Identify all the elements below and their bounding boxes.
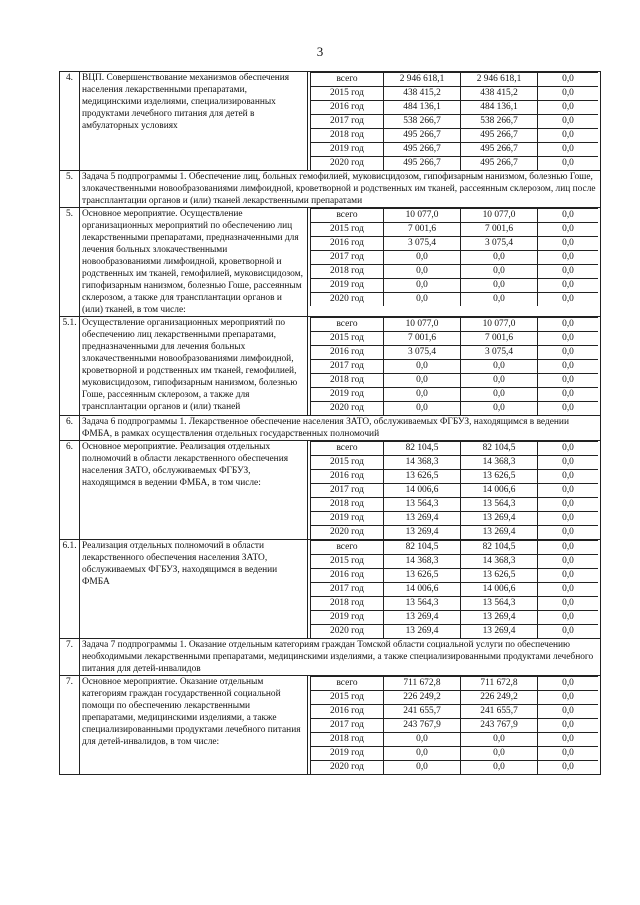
row-number: 4. — [60, 72, 80, 171]
year-row — [311, 677, 599, 691]
other-value: 0,0 — [538, 279, 599, 293]
total-value: 0,0 — [384, 733, 461, 747]
other-value: 0,0 — [538, 583, 599, 597]
year-row — [311, 374, 599, 388]
total-value: 538 266,7 — [384, 115, 461, 129]
year-label: 2016 год — [311, 237, 384, 251]
year-row — [311, 115, 599, 129]
budget-value: 495 266,7 — [461, 129, 538, 143]
other-value: 0,0 — [538, 374, 599, 388]
budget-value: 14 006,6 — [461, 484, 538, 498]
measure-row — [60, 540, 601, 639]
year-values-cell — [308, 441, 601, 540]
year-label: 2017 год — [311, 115, 384, 129]
row-number: 7. — [60, 676, 80, 775]
total-value: 13 626,5 — [384, 470, 461, 484]
total-value: 0,0 — [384, 265, 461, 279]
total-value: 243 767,9 — [384, 719, 461, 733]
budget-value: 2 946 618,1 — [461, 73, 538, 87]
year-label: 2016 год — [311, 101, 384, 115]
budget-value: 10 077,0 — [461, 318, 538, 332]
year-row — [311, 101, 599, 115]
budget-value: 13 269,4 — [461, 526, 538, 540]
budget-value: 0,0 — [461, 747, 538, 761]
year-label: 2017 год — [311, 360, 384, 374]
year-row — [311, 129, 599, 143]
measure-name: ВЦП. Совершенствование механизмов обеспечения населения лекарственными препаратами, медицинскими изделиями, специализированных продуктами лечебного питания для детей в амбулаторных условиях — [80, 72, 308, 171]
other-value: 0,0 — [538, 346, 599, 360]
total-value: 0,0 — [384, 293, 461, 307]
year-row — [311, 318, 599, 332]
budget-value: 0,0 — [461, 402, 538, 416]
year-label: 2019 год — [311, 143, 384, 157]
other-value: 0,0 — [538, 115, 599, 129]
year-label: 2017 год — [311, 251, 384, 265]
other-value: 0,0 — [538, 625, 599, 639]
year-values-cell — [308, 317, 601, 416]
year-row — [311, 470, 599, 484]
year-label: 2020 год — [311, 157, 384, 171]
total-value: 241 655,7 — [384, 705, 461, 719]
year-row — [311, 484, 599, 498]
year-label: 2019 год — [311, 388, 384, 402]
year-row — [311, 569, 599, 583]
measure-name: Основное мероприятие. Реализация отдельных полномочий в области лекарственного обеспечения населения ЗАТО, обслуживаемых ФГБУЗ, находящимся в ведении ФМБА, в том числе: — [80, 441, 308, 540]
other-value: 0,0 — [538, 526, 599, 540]
year-row — [311, 705, 599, 719]
budget-value: 484 136,1 — [461, 101, 538, 115]
year-row — [311, 237, 599, 251]
other-value: 0,0 — [538, 541, 599, 555]
year-row — [311, 456, 599, 470]
year-row — [311, 209, 599, 223]
year-label: 2018 год — [311, 498, 384, 512]
total-value: 13 269,4 — [384, 625, 461, 639]
other-value: 0,0 — [538, 157, 599, 171]
year-row — [311, 265, 599, 279]
other-value: 0,0 — [538, 73, 599, 87]
other-value: 0,0 — [538, 691, 599, 705]
other-value: 0,0 — [538, 705, 599, 719]
total-value: 3 075,4 — [384, 237, 461, 251]
year-label: 2015 год — [311, 332, 384, 346]
measure-name: Основное мероприятие. Оказание отдельным категориям граждан государственной социальной помощи по обеспечению лекарственными препаратами, медицинскими изделиями, а также специализированными продуктами лечебного питания для детей-инвалидов, в том числе: — [80, 676, 308, 775]
other-value: 0,0 — [538, 597, 599, 611]
year-label: 2016 год — [311, 470, 384, 484]
other-value: 0,0 — [538, 388, 599, 402]
year-row — [311, 691, 599, 705]
measure-name: Основное мероприятие. Осуществление организационных мероприятий по обеспечению лиц лекарственными препаратами, предназначенными для лечения больных злокачественными новообразованиями лимфоидной, кроветворной и родственных им тканей, гемофилией, муковисцидозом, гипофизарным нанизмом, болезнью Гоше, рассеянным склерозом, а также для трансплантации органов и (или) тканей, в том числе: — [80, 208, 308, 317]
budget-value: 226 249,2 — [461, 691, 538, 705]
budget-value: 711 672,8 — [461, 677, 538, 691]
year-values-table — [310, 317, 598, 415]
measure-name: Реализация отдельных полномочий в области лекарственного обеспечения населения ЗАТО, обслуживаемых ФГБУЗ, находящимся в ведении ФМБА — [80, 540, 308, 639]
task-row — [60, 639, 601, 676]
measure-row — [60, 441, 601, 540]
total-value: 0,0 — [384, 747, 461, 761]
budget-value: 14 368,3 — [461, 555, 538, 569]
budget-value: 438 415,2 — [461, 87, 538, 101]
year-label: всего — [311, 677, 384, 691]
year-label: 2016 год — [311, 569, 384, 583]
year-label: 2018 год — [311, 129, 384, 143]
page-number: 3 — [316, 44, 324, 59]
other-value: 0,0 — [538, 265, 599, 279]
year-label: 2015 год — [311, 223, 384, 237]
total-value: 13 564,3 — [384, 498, 461, 512]
total-value: 0,0 — [384, 251, 461, 265]
other-value: 0,0 — [538, 498, 599, 512]
other-value: 0,0 — [538, 512, 599, 526]
year-values-cell — [308, 208, 601, 317]
year-row — [311, 223, 599, 237]
year-values-table — [310, 441, 598, 539]
year-label: 2020 год — [311, 526, 384, 540]
task-description: Задача 6 подпрограммы 1. Лекарственное обеспечение населения ЗАТО, обслуживаемых ФГБУЗ, находящимся в ведении ФМБА, в рамках осуществления отдельных государственных полномочий — [80, 416, 601, 441]
other-value: 0,0 — [538, 611, 599, 625]
total-value: 13 269,4 — [384, 611, 461, 625]
year-label: 2018 год — [311, 374, 384, 388]
year-values-table — [310, 676, 598, 774]
budget-value: 243 767,9 — [461, 719, 538, 733]
measure-row — [60, 317, 601, 416]
other-value: 0,0 — [538, 569, 599, 583]
measure-row — [60, 72, 601, 171]
year-row — [311, 733, 599, 747]
other-value: 0,0 — [538, 129, 599, 143]
budget-value: 0,0 — [461, 265, 538, 279]
other-value: 0,0 — [538, 677, 599, 691]
budget-value: 13 269,4 — [461, 512, 538, 526]
budget-value: 0,0 — [461, 360, 538, 374]
total-value: 10 077,0 — [384, 209, 461, 223]
budget-value: 13 269,4 — [461, 611, 538, 625]
year-row — [311, 293, 599, 307]
other-value: 0,0 — [538, 209, 599, 223]
total-value: 495 266,7 — [384, 143, 461, 157]
year-row — [311, 747, 599, 761]
task-description: Задача 5 подпрограммы 1. Обеспечение лиц, больных гемофилией, муковисцидозом, гипофизарным нанизмом, болезнью Гоше, злокачественными новообразованиями лимфоидной, кроветворной и родственных им тканей, рассеянным склерозом, лиц после трансплантации органов и (или) тканей лекарственными препаратами — [80, 171, 601, 208]
measure-row — [60, 208, 601, 317]
year-label: 2015 год — [311, 456, 384, 470]
year-row — [311, 73, 599, 87]
budget-value: 0,0 — [461, 251, 538, 265]
row-number: 5. — [60, 171, 80, 208]
year-row — [311, 251, 599, 265]
year-row — [311, 761, 599, 775]
year-label: 2020 год — [311, 402, 384, 416]
other-value: 0,0 — [538, 402, 599, 416]
other-value: 0,0 — [538, 555, 599, 569]
year-row — [311, 541, 599, 555]
total-value: 0,0 — [384, 388, 461, 402]
year-label: 2019 год — [311, 279, 384, 293]
year-label: всего — [311, 541, 384, 555]
other-value: 0,0 — [538, 484, 599, 498]
year-label: всего — [311, 442, 384, 456]
other-value: 0,0 — [538, 456, 599, 470]
other-value: 0,0 — [538, 251, 599, 265]
other-value: 0,0 — [538, 237, 599, 251]
year-row — [311, 279, 599, 293]
year-row — [311, 597, 599, 611]
row-number: 5. — [60, 208, 80, 317]
total-value: 0,0 — [384, 279, 461, 293]
year-values-cell — [308, 676, 601, 775]
total-value: 10 077,0 — [384, 318, 461, 332]
year-row — [311, 360, 599, 374]
total-value: 711 672,8 — [384, 677, 461, 691]
task-row — [60, 416, 601, 441]
budget-value: 0,0 — [461, 388, 538, 402]
other-value: 0,0 — [538, 470, 599, 484]
total-value: 14 006,6 — [384, 583, 461, 597]
total-value: 2 946 618,1 — [384, 73, 461, 87]
year-label: 2020 год — [311, 625, 384, 639]
year-label: 2016 год — [311, 705, 384, 719]
year-row — [311, 583, 599, 597]
budget-value: 13 564,3 — [461, 498, 538, 512]
year-label: 2018 год — [311, 733, 384, 747]
total-value: 14 006,6 — [384, 484, 461, 498]
total-value: 0,0 — [384, 374, 461, 388]
row-number: 6.1. — [60, 540, 80, 639]
year-label: 2020 год — [311, 761, 384, 775]
other-value: 0,0 — [538, 747, 599, 761]
year-row — [311, 442, 599, 456]
year-values-table — [310, 72, 598, 170]
other-value: 0,0 — [538, 719, 599, 733]
year-label: всего — [311, 209, 384, 223]
year-row — [311, 625, 599, 639]
year-label: 2018 год — [311, 597, 384, 611]
other-value: 0,0 — [538, 360, 599, 374]
budget-value: 495 266,7 — [461, 157, 538, 171]
budget-value: 0,0 — [461, 279, 538, 293]
budget-value: 13 626,5 — [461, 569, 538, 583]
budget-value: 538 266,7 — [461, 115, 538, 129]
year-label: 2017 год — [311, 484, 384, 498]
budget-value: 10 077,0 — [461, 209, 538, 223]
other-value: 0,0 — [538, 761, 599, 775]
year-label: 2015 год — [311, 555, 384, 569]
total-value: 7 001,6 — [384, 332, 461, 346]
year-values-table — [310, 540, 598, 638]
year-row — [311, 555, 599, 569]
budget-value: 0,0 — [461, 733, 538, 747]
budget-value: 7 001,6 — [461, 332, 538, 346]
budget-value: 14 368,3 — [461, 456, 538, 470]
row-number: 6. — [60, 416, 80, 441]
budget-value: 13 626,5 — [461, 470, 538, 484]
other-value: 0,0 — [538, 223, 599, 237]
year-row — [311, 402, 599, 416]
budget-value: 7 001,6 — [461, 223, 538, 237]
year-row — [311, 332, 599, 346]
total-value: 495 266,7 — [384, 157, 461, 171]
budget-value: 3 075,4 — [461, 237, 538, 251]
row-number: 6. — [60, 441, 80, 540]
year-label: всего — [311, 73, 384, 87]
year-values-table — [310, 208, 598, 306]
total-value: 13 626,5 — [384, 569, 461, 583]
year-label: 2017 год — [311, 583, 384, 597]
budget-value: 13 269,4 — [461, 625, 538, 639]
year-row — [311, 388, 599, 402]
budget-value: 0,0 — [461, 761, 538, 775]
funding-table — [59, 71, 601, 775]
budget-value: 495 266,7 — [461, 143, 538, 157]
year-values-cell — [308, 540, 601, 639]
total-value: 13 564,3 — [384, 597, 461, 611]
task-row — [60, 171, 601, 208]
total-value: 0,0 — [384, 360, 461, 374]
year-row — [311, 526, 599, 540]
year-label: 2020 год — [311, 293, 384, 307]
year-row — [311, 143, 599, 157]
year-values-cell — [308, 72, 601, 171]
row-number: 7. — [60, 639, 80, 676]
row-number: 5.1. — [60, 317, 80, 416]
other-value: 0,0 — [538, 87, 599, 101]
year-row — [311, 87, 599, 101]
year-label: 2019 год — [311, 611, 384, 625]
year-label: 2015 год — [311, 691, 384, 705]
year-label: 2018 год — [311, 265, 384, 279]
other-value: 0,0 — [538, 332, 599, 346]
budget-value: 14 006,6 — [461, 583, 538, 597]
other-value: 0,0 — [538, 318, 599, 332]
budget-value: 0,0 — [461, 374, 538, 388]
total-value: 82 104,5 — [384, 442, 461, 456]
total-value: 13 269,4 — [384, 526, 461, 540]
budget-value: 82 104,5 — [461, 541, 538, 555]
year-label: 2019 год — [311, 512, 384, 526]
total-value: 82 104,5 — [384, 541, 461, 555]
total-value: 14 368,3 — [384, 456, 461, 470]
total-value: 0,0 — [384, 761, 461, 775]
task-description: Задача 7 подпрограммы 1. Оказание отдельным категориям граждан Томской области социальной услуги по обеспечению необходимыми лекарственными препаратами, медицинскими изделиями, а также специализированными продуктами лечебного питания для детей-инвалидов — [80, 639, 601, 676]
total-value: 0,0 — [384, 402, 461, 416]
measure-row — [60, 676, 601, 775]
other-value: 0,0 — [538, 101, 599, 115]
total-value: 14 368,3 — [384, 555, 461, 569]
year-row — [311, 346, 599, 360]
total-value: 3 075,4 — [384, 346, 461, 360]
measure-name: Осуществление организационных мероприятий по обеспечению лиц лекарственными препаратами, предназначенными для лечения больных злокачественными новообразованиями лимфоидной, кроветворной и родственных им тканей, гемофилией, муковисцидозом, гипофизарным нанизмом, болезнью Гоше, рассеянным склерозом, а также для трансплантации органов и (или) тканей — [80, 317, 308, 416]
total-value: 484 136,1 — [384, 101, 461, 115]
other-value: 0,0 — [538, 442, 599, 456]
total-value: 7 001,6 — [384, 223, 461, 237]
budget-value: 0,0 — [461, 293, 538, 307]
total-value: 226 249,2 — [384, 691, 461, 705]
year-label: 2017 год — [311, 719, 384, 733]
total-value: 495 266,7 — [384, 129, 461, 143]
other-value: 0,0 — [538, 293, 599, 307]
year-label: 2015 год — [311, 87, 384, 101]
year-row — [311, 498, 599, 512]
year-label: всего — [311, 318, 384, 332]
budget-value: 3 075,4 — [461, 346, 538, 360]
year-row — [311, 157, 599, 171]
year-label: 2019 год — [311, 747, 384, 761]
year-row — [311, 611, 599, 625]
year-label: 2016 год — [311, 346, 384, 360]
budget-value: 13 564,3 — [461, 597, 538, 611]
total-value: 13 269,4 — [384, 512, 461, 526]
budget-value: 82 104,5 — [461, 442, 538, 456]
budget-value: 241 655,7 — [461, 705, 538, 719]
other-value: 0,0 — [538, 143, 599, 157]
total-value: 438 415,2 — [384, 87, 461, 101]
other-value: 0,0 — [538, 733, 599, 747]
year-row — [311, 719, 599, 733]
year-row — [311, 512, 599, 526]
